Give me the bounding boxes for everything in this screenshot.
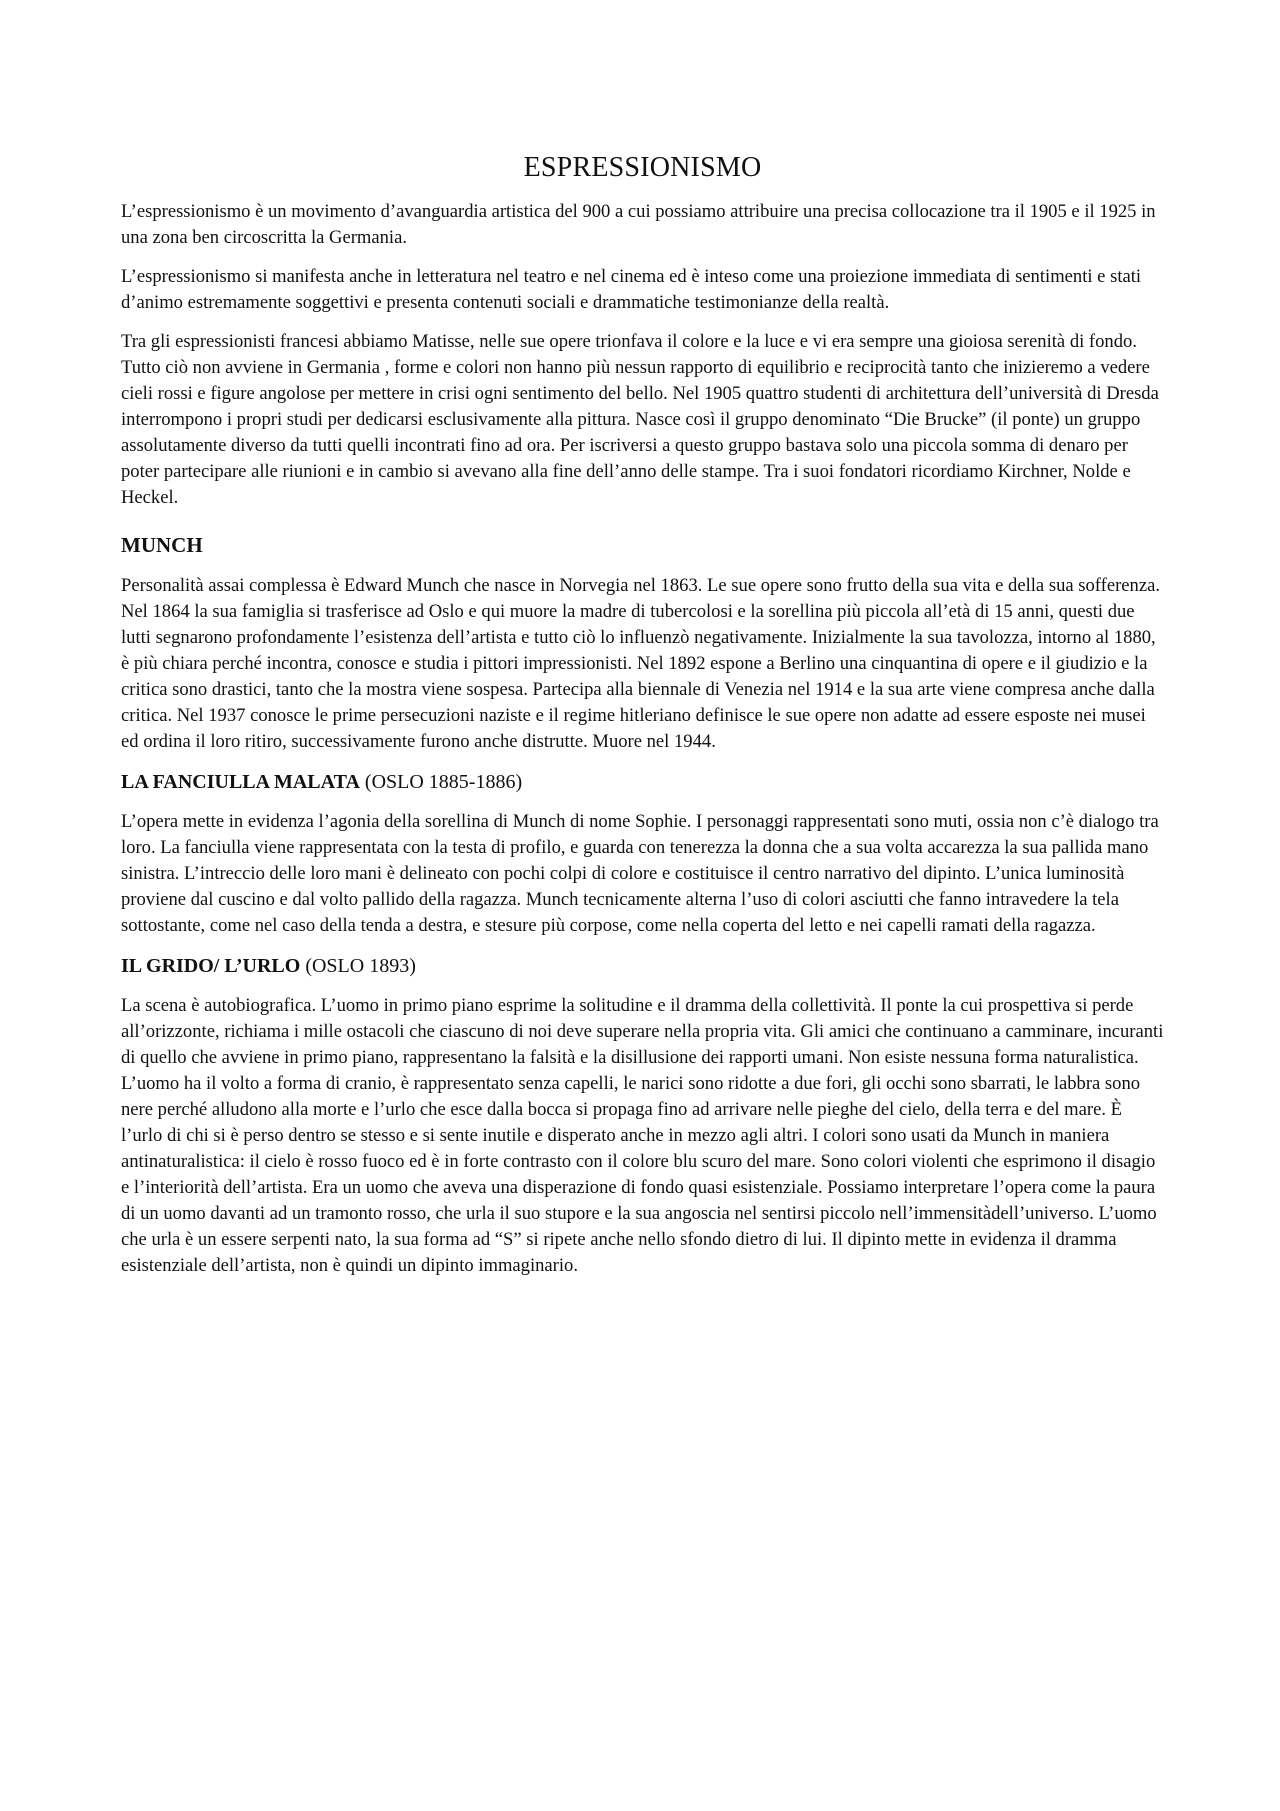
fanciulla-title: LA FANCIULLA MALATA	[121, 771, 360, 793]
fanciulla-paragraph: L’opera mette in evidenza l’agonia della sorellina di Munch di nome Sophie. I personaggi rappresentati sono muti, ossia non c’è dialogo tra loro. La fanciulla viene rappresentata con la testa di profilo, e guarda con tenerezza la donna che a sua volta accarezza la sua pallida mano sinistra. L’intreccio delle loro mani è delineato con pochi colpi di colore e costituisce il centro narrativo del dipinto. L’unica luminosità proviene dal cuscino e dal volto pallido della ragazza. Munch tecnicamente alterna l’uso di colori asciutti che fanno intravedere la tela sottostante, come nel caso della tenda a destra, e stesure più corpose, come nella coperta del letto e nei capelli ramati della ragazza.	[121, 811, 1159, 936]
fanciulla-subtitle: (OSLO 1885-1886)	[364, 771, 523, 793]
munch-heading: MUNCH	[121, 533, 203, 557]
intro-paragraph-3: Tra gli espressionisti francesi abbiamo Matisse, nelle sue opere trionfava il colore e la luce e vi era sempre una gioiosa serenità di fondo. Tutto ciò non avviene in Germania , forme e colori non hanno più nessun rapporto di equilibrio e reciprocità tanto che inizieremo a vedere cieli rossi e figure angolose per mettere in crisi ogni sentimento del bello. Nel 1905 quattro studenti di architettura dell’università di Dresda interrompono i propri studi per dedicarsi esclusivamente alla pittura. Nasce così il gruppo denominato “Die Brucke” (il ponte) un gruppo assolutamente diverso da tutti quelli incontrati fino ad ora. Per iscriversi a questo gruppo bastava solo una piccola somma di denaro per poter partecipare alle riunioni e in cambio si avevano alla fine dell’anno delle stampe. Tra i suoi fondatori ricordiamo Kirchner, Nolde e Heckel.	[121, 331, 1159, 508]
grido-subtitle: (OSLO 1893)	[305, 955, 416, 977]
munch-paragraph: Personalità assai complessa è Edward Munch che nasce in Norvegia nel 1863. Le sue opere sono frutto della sua vita e della sua sofferenza. Nel 1864 la sua famiglia si trasferisce ad Oslo e qui muore la madre di tubercolosi e la sorellina più piccola all’età di 15 anni, questi due lutti segnarono profondamente l’esistenza dell’artista e tutto ciò lo influenzò negativamente. Inizialmente la sua tavolozza, intorno al 1880, è più chiara perché incontra, conosce e studia i pittori impressionisti. Nel 1892 espone a Berlino una cinquantina di opere e il giudizio e la critica sono drastici, tanto che la mostra viene sospesa. Partecipa alla biennale di Venezia nel 1914 e la sua arte viene compresa anche dalla critica. Nel 1937 conosce le prime persecuzioni naziste e il regime hitleriano definisce le sue opere non adatte ad essere esposte nei musei ed ordina il loro ritiro, successivamente furono anche distrutte. Muore nel 1944.	[121, 575, 1160, 752]
page-title: ESPRESSIONISMO	[523, 152, 762, 183]
grido-heading	[121, 952, 1164, 980]
document-page	[121, 145, 1164, 1292]
grido-paragraph: La scena è autobiografica. L’uomo in primo piano esprime la solitudine e il dramma della collettività. Il ponte la cui prospettiva si perde all’orizzonte, richiama i mille ostacoli che ciascuno di noi deve superare nella propria vita. Gli amici che continuano a camminare, incuranti di quello che avviene in primo piano, rappresentano la falsità e la disillusione dei rapporti umani. Non esiste nessuna forma naturalistica. L’uomo ha il volto a forma di cranio, è rappresentato senza capelli, le narici sono ridotte a due fori, gli occhi sono sbarrati, le labbra sono nere perché alludono alla morte e l’urlo che esce dalla bocca si propaga fino ad arrivare nelle pieghe del cielo, della terra e del mare. È l’urlo di chi si è perso dentro se stesso e si sente inutile e disperato anche in mezzo agli altri. I colori sono usati da Munch in maniera antinaturalistica: il cielo è rosso fuoco ed è in forte contrasto con il colore blu scuro del mare. Sono colori violenti che esprimono il disagio e l’interiorità dell’artista. Era un uomo che aveva una disperazione di fondo quasi esistenziale. Possiamo interpretare l’opera come la paura di un uomo davanti ad un tramonto rosso, che urla il suo stupore e la sua angoscia nel sentirsi piccolo nell’immensitàdell’universo. L’uomo che urla è un essere serpenti nato, la sua forma ad “S” si ripete anche nello sfondo dietro di lui. Il dipinto mette in evidenza il dramma esistenziale dell’artista, non è quindi un dipinto immaginario.	[121, 995, 1164, 1276]
fanciulla-heading	[121, 768, 1164, 796]
intro-paragraph-1: L’espressionismo è un movimento d’avanguardia artistica del 900 a cui possiamo attribuire una precisa collocazione tra il 1905 e il 1925 in una zona ben circoscritta la Germania.	[121, 201, 1156, 248]
grido-title: IL GRIDO/ L’URLO	[121, 955, 301, 977]
intro-paragraph-2: L’espressionismo si manifesta anche in letteratura nel teatro e nel cinema ed è inteso come una proiezione immediata di sentimenti e stati d’animo estremamente soggettivi e presenta contenuti sociali e drammatiche testimonianze della realtà.	[121, 266, 1142, 313]
